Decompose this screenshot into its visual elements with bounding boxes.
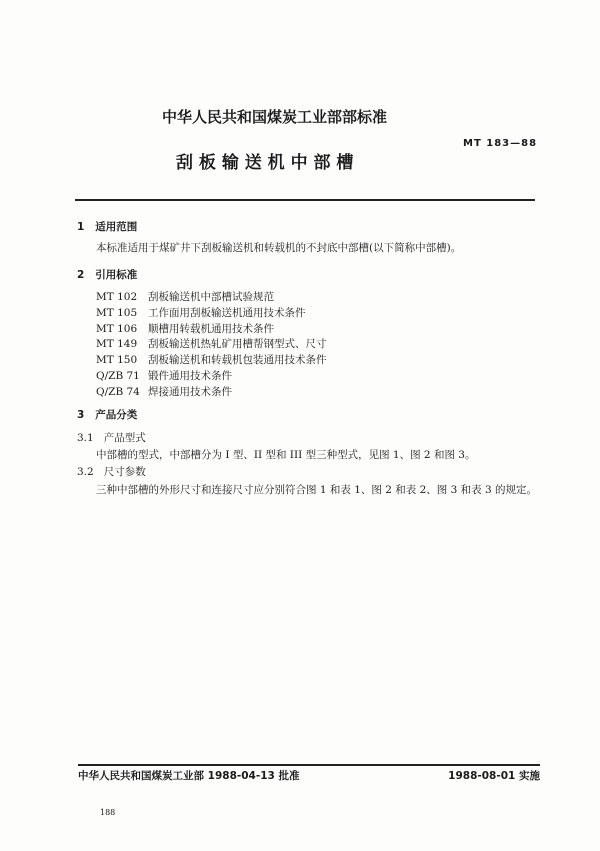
section-2-heading: 2 引用标准 [77, 269, 138, 281]
reference-item [96, 369, 232, 383]
effective-date: 1988-08-01 实施 [448, 770, 540, 782]
reference-code: Q/ZB 71 [96, 370, 140, 382]
reference-item [96, 322, 274, 336]
header-rule [75, 199, 535, 201]
section-1-heading: 1 适用范围 [77, 221, 138, 233]
reference-code: Q/ZB 74 [96, 385, 140, 398]
ministry-standard: 中华人民共和国煤炭工业部部标准 [162, 108, 388, 126]
reference-item [96, 353, 327, 367]
reference-name: 焊接通用技术条件 [148, 385, 232, 398]
footer-rule [78, 764, 540, 766]
section-3-2-heading: 3.2 尺寸参数 [77, 466, 146, 478]
reference-name: 顺槽用转载机通用技术条件 [148, 322, 274, 335]
document-title: 刮 板 输 送 机 中 部 槽 [176, 153, 354, 173]
section-3-heading: 3 产品分类 [77, 409, 138, 421]
reference-name: 刮板输送机和转载机包装通用技术条件 [148, 354, 327, 367]
reference-item [96, 385, 232, 399]
reference-name: 刮板输送机中部槽试验规范 [148, 291, 274, 303]
reference-code: MT 106 [96, 322, 138, 335]
reference-item [96, 337, 327, 351]
section-3-1-heading: 3.1 产品型式 [77, 432, 146, 444]
reference-name: 锻件通用技术条件 [148, 370, 232, 382]
reference-code: MT 105 [96, 306, 138, 319]
reference-code: MT 150 [96, 354, 138, 367]
reference-code: MT 102 [96, 291, 138, 303]
reference-item [96, 290, 274, 304]
reference-name: 工作面用刮板输送机通用技术条件 [148, 306, 306, 319]
section-1-text: 本标准适用于煤矿井下刮板输送机和转载机的不封底中部槽(以下简称中部槽)。 [96, 242, 462, 254]
reference-name: 刮板输送机热轧矿用槽帮钢型式、尺寸 [148, 338, 327, 351]
reference-code: MT 149 [96, 338, 138, 351]
page-number: 188 [100, 808, 116, 817]
reference-item [96, 306, 306, 320]
approval-date: 中华人民共和国煤炭工业部 1988-04-13 批准 [78, 770, 300, 782]
standard-code: MT 183—88 [463, 138, 538, 149]
section-3-2-text: 三种中部槽的外形尺寸和连接尺寸应分别符合图 1 和表 1、图 2 和表 2、图 3 和表 3 的规定。 [96, 484, 537, 496]
section-3-1-text: 中部槽的型式，中部槽分为 I 型、II 型和 III 型三种型式，见图 1、图 2 和图 3。 [96, 449, 476, 461]
